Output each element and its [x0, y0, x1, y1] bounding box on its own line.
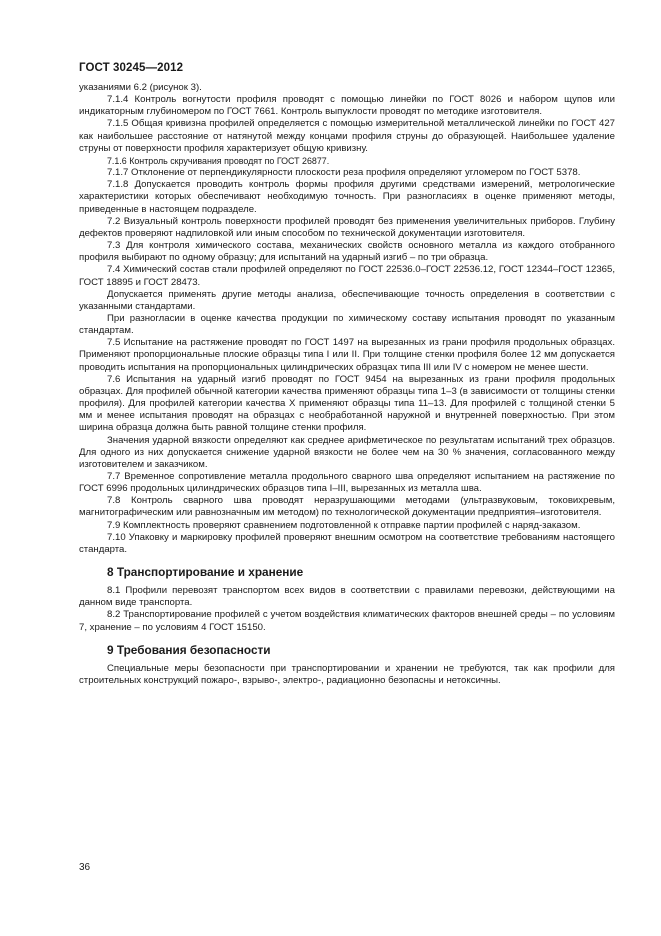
- paragraph: 7.1.4 Контроль вогнутости профиля проводят с помощью линейки по ГОСТ 8026 и набором щупов или индикаторным глубиномером по ГОСТ 7661. Контроль выпуклости проводят по методике изготовителя.: [79, 94, 615, 118]
- paragraph: 7.2 Визуальный контроль поверхности профилей проводят без применения увеличительных приборов. Глубину дефектов проверяют надпиловкой или иным способом по технической документации изготовителя.: [79, 215, 615, 239]
- document-header: ГОСТ 30245—2012: [79, 62, 184, 74]
- paragraph: 7.9 Комплектность проверяют сравнением подготовленной к отправке партии профилей с наряд-заказом.: [107, 519, 581, 531]
- paragraph: 8.1 Профили перевозят транспортом всех видов в соответствии с правилами перевозки, действующими на данном виде транспорта.: [79, 585, 615, 609]
- paragraph: 7.10 Упаковку и маркировку профилей проверяют внешним осмотром на соответствие требованиям настоящего стандарта.: [79, 531, 615, 555]
- section9-body: [79, 663, 615, 687]
- paragraph: 7.8 Контроль сварного шва проводят неразрушающими методами (ультразвуковым, токовихревым, магнитографическим или равнозначным им методом) по технологической документации предприятия–изготовителя.: [79, 495, 615, 519]
- section9-title: 9 Требования безопасности: [107, 642, 271, 657]
- paragraph: 7.4 Химический состав стали профилей определяют по ГОСТ 22536.0–ГОСТ 22536.12, ГОСТ 12344–ГОСТ 12365, ГОСТ 18895 и ГОСТ 28473.: [79, 264, 615, 288]
- paragraph: 7.1.7 Отклонение от перпендикулярности плоскости реза профиля определяют угломером по ГОСТ 5378.: [107, 167, 581, 179]
- paragraph: Значения ударной вязкости определяют как среднее арифметическое по результатам испытаний трех образцов. Для одного из них допускается снижение ударной вязкости не более чем на 30 % значения, согласованного между изготовителем и заказчиком.: [79, 434, 615, 470]
- section8-body: [79, 585, 615, 634]
- section8-title: 8 Транспортирование и хранение: [107, 565, 304, 580]
- section7-continuation: [79, 82, 615, 556]
- paragraph: 7.1.5 Общая кривизна профилей определяется с помощью измерительной металлической линейки по ГОСТ 427 как наибольшее расстояние от натянутой между концами профиля струны до образующей. Наибольшее удаление струны от поверхности профиля характеризует общую кривизну.: [79, 118, 615, 154]
- paragraph: 7.5 Испытание на растяжение проводят по ГОСТ 1497 на вырезанных из грани профиля продольных образцах. Применяют пропорциональные плоские образцы типа I или II. При толщине стенки профиля более 12 мм допускается проводить испытания на пропорциональных цилиндрических образцах типа III или IV с номером не менее шести.: [79, 337, 615, 373]
- paragraph: Специальные меры безопасности при транспортировании и хранении не требуются, так как профили для строительных конструкций пожаро-, взрыво-, электро-, радиационно безопасны и нетоксичны.: [79, 662, 615, 686]
- paragraph: 7.7 Временное сопротивление металла продольного сварного шва определяют испытанием на растяжение по ГОСТ 6996 продольных цилиндрических образцов типа I–III, вырезанных из металла шва.: [79, 471, 615, 495]
- page-number: 36: [79, 862, 91, 873]
- paragraph: 7.6 Испытания на ударный изгиб проводят по ГОСТ 9454 на вырезанных из грани профиля продольных образцах. Для профилей обычной категории качества применяют образцы типа 1–3 (в зависимости от толщины стенки профиля). Для профилей категории качества Х применяют образцы типа 11–13. Для профилей с толщиной стенки 5 мм и менее испытания проводят на образцах с необработанной наружной и внутренней поверхностью. При этом ширина образца должна быть равной толщине стенки профиля.: [79, 373, 615, 434]
- paragraph: Допускается применять другие методы анализа, обеспечивающие точность определения в соответствии с указанными стандартами.: [79, 288, 615, 312]
- paragraph: При разногласии в оценке качества продукции по химическому составу испытания проводят по указанным стандартам.: [79, 312, 615, 337]
- paragraph: 7.1.8 Допускается проводить контроль формы профиля другими средствами измерений, метрологические характеристики которых обеспечивают необходимую точность. При разногласиях в оценке применяют методы, приведенные в настоящем подразделе.: [79, 179, 615, 215]
- paragraph: 7.1.6 Контроль скручивания проводят по ГОСТ 26877.: [107, 155, 330, 166]
- paragraph: указаниями 6.2 (рисунок 3).: [79, 82, 202, 93]
- document-body: [79, 82, 615, 687]
- paragraph: 8.2 Транспортирование профилей с учетом воздействия климатических факторов внешней среды – по условиям 7, хранение – по условиям 4 ГОСТ 15150.: [79, 609, 615, 633]
- paragraph: 7.3 Для контроля химического состава, механических свойств основного металла из каждого отобранного профиля выбирают по одному образцу; для испытаний на ударный изгиб – по три образца.: [79, 240, 615, 264]
